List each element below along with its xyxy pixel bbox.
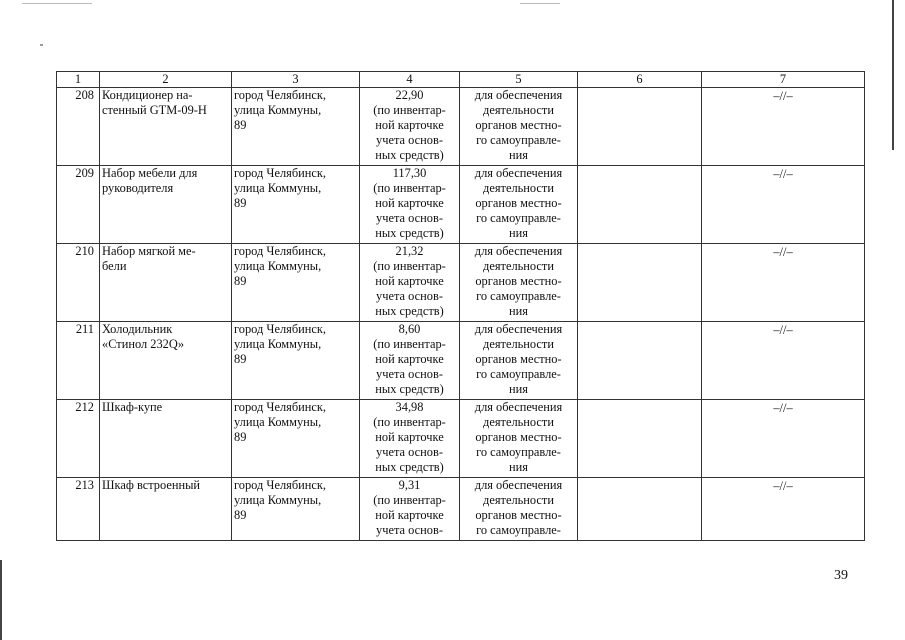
item-name-cell	[100, 244, 232, 322]
property-table	[56, 71, 865, 541]
scan-artifact	[520, 3, 560, 4]
address-line: улица Коммуны,	[234, 337, 322, 351]
address-line: 89	[234, 274, 247, 288]
address-cell	[232, 88, 360, 166]
value-line: учета основ-	[376, 211, 443, 225]
address-cell	[232, 478, 360, 541]
table-header-row	[57, 72, 865, 88]
empty-cell	[578, 88, 702, 166]
purpose-line: ния	[509, 460, 528, 474]
value-line: учета основ-	[376, 133, 443, 147]
row-number-cell: 209	[57, 166, 100, 244]
item-name-cell	[100, 88, 232, 166]
item-name-line: Набор мягкой ме-	[102, 244, 196, 258]
value-line: 34,98	[395, 400, 424, 414]
purpose-cell	[460, 322, 578, 400]
value-line: учета основ-	[376, 445, 443, 459]
column-header: 7	[702, 72, 865, 88]
purpose-line: для обеспечения	[474, 322, 563, 336]
address-line: улица Коммуны,	[234, 181, 322, 195]
column-header: 6	[578, 72, 702, 88]
purpose-line: го самоуправле-	[476, 133, 561, 147]
value-line: 117,30	[392, 166, 427, 180]
item-name-cell	[100, 478, 232, 541]
purpose-line: для обеспечения	[474, 244, 563, 258]
note-cell: –//–	[702, 400, 865, 478]
value-cell	[360, 88, 460, 166]
value-line: 8,60	[398, 322, 421, 336]
note-cell: –//–	[702, 322, 865, 400]
address-line: 89	[234, 118, 247, 132]
note-cell: –//–	[702, 166, 865, 244]
column-header: 4	[360, 72, 460, 88]
purpose-cell	[460, 244, 578, 322]
column-header: 5	[460, 72, 578, 88]
purpose-cell	[460, 400, 578, 478]
column-header: 2	[100, 72, 232, 88]
value-cell	[360, 322, 460, 400]
purpose-line: для обеспечения	[474, 400, 563, 414]
value-line: (по инвентар-	[373, 337, 446, 351]
value-line: ной карточке	[375, 352, 444, 366]
note-cell: –//–	[702, 88, 865, 166]
value-line: ной карточке	[375, 430, 444, 444]
purpose-line: органов местно-	[475, 352, 562, 366]
purpose-line: для обеспечения	[474, 478, 563, 492]
purpose-line: деятельности	[483, 259, 554, 273]
address-line: город Челябинск,	[234, 478, 327, 492]
purpose-cell	[460, 478, 578, 541]
purpose-line: органов местно-	[475, 274, 562, 288]
scan-artifact	[40, 44, 43, 46]
address-line: 89	[234, 430, 247, 444]
table-row	[57, 322, 865, 400]
table-row	[57, 478, 865, 541]
empty-cell	[578, 244, 702, 322]
value-line: (по инвентар-	[373, 181, 446, 195]
purpose-line: для обеспечения	[474, 88, 563, 102]
value-cell	[360, 166, 460, 244]
table-row	[57, 400, 865, 478]
purpose-line: го самоуправле-	[476, 211, 561, 225]
row-number-cell: 208	[57, 88, 100, 166]
empty-cell	[578, 478, 702, 541]
item-name-line: «Стинол 232Q»	[102, 337, 185, 351]
table-row	[57, 166, 865, 244]
empty-cell	[578, 166, 702, 244]
address-line: 89	[234, 508, 247, 522]
value-line: ной карточке	[375, 508, 444, 522]
address-line: улица Коммуны,	[234, 415, 322, 429]
value-line: (по инвентар-	[373, 103, 446, 117]
item-name-line: Шкаф-купе	[102, 400, 163, 414]
value-line: ной карточке	[375, 196, 444, 210]
note-cell: –//–	[702, 478, 865, 541]
purpose-line: органов местно-	[475, 118, 562, 132]
value-line: учета основ-	[376, 523, 443, 537]
value-line: ных средств)	[375, 148, 444, 162]
scan-artifact	[22, 3, 92, 4]
purpose-line: деятельности	[483, 415, 554, 429]
scan-edge-line	[0, 560, 2, 640]
address-line: улица Коммуны,	[234, 259, 322, 273]
value-line: 9,31	[398, 478, 421, 492]
address-cell	[232, 400, 360, 478]
item-name-line: руководителя	[102, 181, 174, 195]
value-line: (по инвентар-	[373, 259, 446, 273]
purpose-cell	[460, 88, 578, 166]
value-line: ной карточке	[375, 274, 444, 288]
purpose-line: ния	[509, 226, 528, 240]
address-line: город Челябинск,	[234, 166, 327, 180]
purpose-line: органов местно-	[475, 430, 562, 444]
address-line: улица Коммуны,	[234, 103, 322, 117]
column-header: 3	[232, 72, 360, 88]
item-name-line: Кондиционер на-	[102, 88, 193, 102]
value-line: 21,32	[395, 244, 424, 258]
address-cell	[232, 166, 360, 244]
item-name-line: Холодильник	[102, 322, 173, 336]
address-line: город Челябинск,	[234, 400, 327, 414]
value-cell	[360, 478, 460, 541]
purpose-line: деятельности	[483, 337, 554, 351]
value-line: 22,90	[395, 88, 424, 102]
item-name-cell	[100, 166, 232, 244]
value-line: (по инвентар-	[373, 415, 446, 429]
empty-cell	[578, 400, 702, 478]
purpose-cell	[460, 166, 578, 244]
purpose-line: деятельности	[483, 493, 554, 507]
address-line: улица Коммуны,	[234, 493, 322, 507]
purpose-line: органов местно-	[475, 508, 562, 522]
item-name-line: Набор мебели для	[102, 166, 198, 180]
purpose-line: ния	[509, 148, 528, 162]
table-row	[57, 244, 865, 322]
value-line: ной карточке	[375, 118, 444, 132]
value-line: ных средств)	[375, 460, 444, 474]
column-header: 1	[57, 72, 100, 88]
address-cell	[232, 322, 360, 400]
purpose-line: го самоуправле-	[476, 523, 561, 537]
scan-edge-line	[892, 0, 894, 150]
purpose-line: для обеспечения	[474, 166, 563, 180]
address-cell	[232, 244, 360, 322]
item-name-cell	[100, 400, 232, 478]
address-line: 89	[234, 352, 247, 366]
value-line: учета основ-	[376, 367, 443, 381]
address-line: 89	[234, 196, 247, 210]
row-number-cell: 210	[57, 244, 100, 322]
value-line: ных средств)	[375, 226, 444, 240]
row-number-cell: 213	[57, 478, 100, 541]
value-line: учета основ-	[376, 289, 443, 303]
item-name-cell	[100, 322, 232, 400]
item-name-line: стенный GTM-09-H	[102, 103, 207, 117]
purpose-line: го самоуправле-	[476, 367, 561, 381]
purpose-line: го самоуправле-	[476, 445, 561, 459]
address-line: город Челябинск,	[234, 88, 327, 102]
address-line: город Челябинск,	[234, 322, 327, 336]
empty-cell	[578, 322, 702, 400]
value-line: (по инвентар-	[373, 493, 446, 507]
purpose-line: деятельности	[483, 181, 554, 195]
purpose-line: го самоуправле-	[476, 289, 561, 303]
row-number-cell: 211	[57, 322, 100, 400]
purpose-line: ния	[509, 304, 528, 318]
purpose-line: органов местно-	[475, 196, 562, 210]
purpose-line: ния	[509, 382, 528, 396]
value-line: ных средств)	[375, 382, 444, 396]
page-number: 39	[834, 568, 848, 583]
value-cell	[360, 244, 460, 322]
address-line: город Челябинск,	[234, 244, 327, 258]
purpose-line: деятельности	[483, 103, 554, 117]
table-row	[57, 88, 865, 166]
row-number-cell: 212	[57, 400, 100, 478]
note-cell: –//–	[702, 244, 865, 322]
value-cell	[360, 400, 460, 478]
item-name-line: Шкаф встроенный	[102, 478, 201, 492]
item-name-line: бели	[102, 259, 127, 273]
value-line: ных средств)	[375, 304, 444, 318]
